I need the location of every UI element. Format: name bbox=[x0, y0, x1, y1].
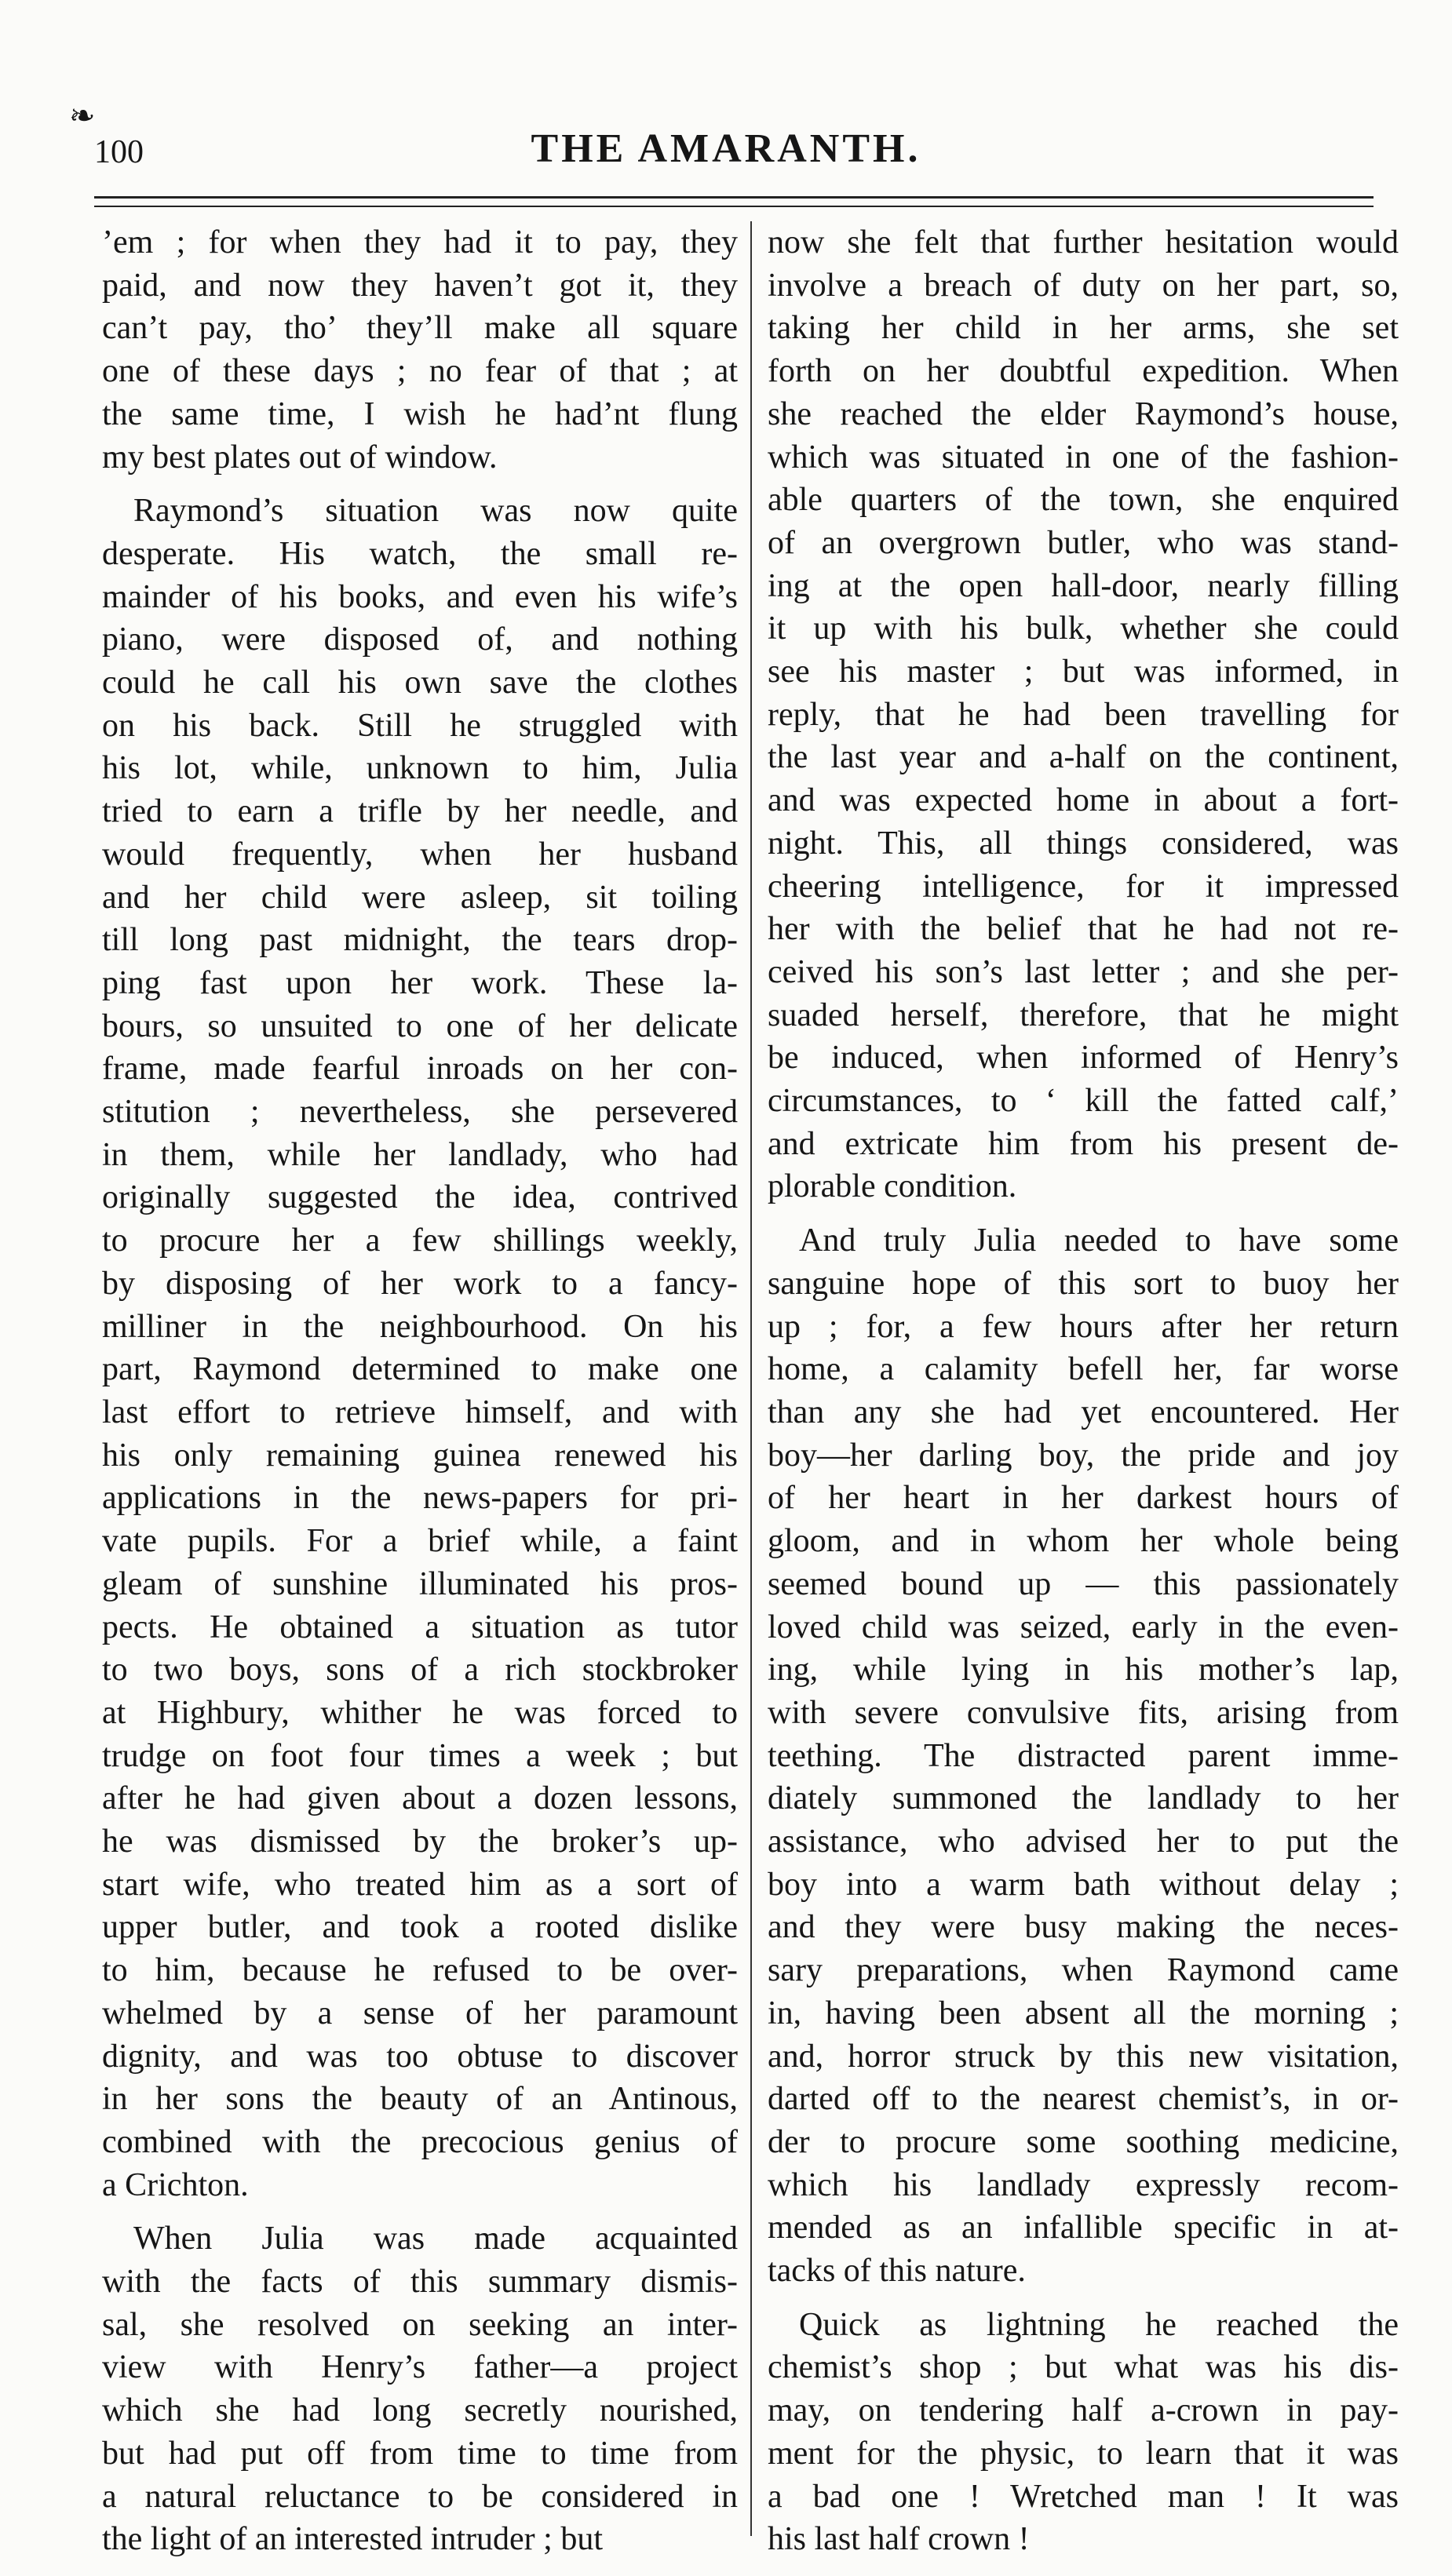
text-line: tacks of this nature. bbox=[768, 2253, 1026, 2290]
running-title: THE AMARANTH. bbox=[531, 126, 921, 171]
text-line: teething. The distracted parent imme- bbox=[768, 1737, 1399, 1774]
text-line: but had put off from time to time from bbox=[102, 2435, 738, 2472]
text-line: tried to earn a trifle by her needle, and bbox=[102, 793, 738, 830]
text-line: and was expected home in about a fort- bbox=[768, 782, 1399, 819]
text-line: she reached the elder Raymond’s house, bbox=[768, 395, 1399, 432]
text-line: sal, she resolved on seeking an inter- bbox=[102, 2306, 738, 2343]
text-line: suaded herself, therefore, that he might bbox=[768, 997, 1399, 1033]
text-line: view with Henry’s father—a project bbox=[102, 2349, 738, 2386]
text-line: in, having been absent all the morning ; bbox=[768, 1995, 1399, 2031]
text-line: the same time, I wish he had’nt flung bbox=[102, 395, 738, 432]
text-line: may, on tendering half a-crown in pay- bbox=[768, 2392, 1399, 2429]
text-line: upper butler, and took a rooted dislike bbox=[102, 1909, 738, 1946]
text-line: the last year and a-half on the continent, bbox=[768, 739, 1399, 776]
text-line: boy—her darling boy, the pride and joy bbox=[768, 1437, 1399, 1474]
text-line: till long past midnight, the tears drop- bbox=[102, 922, 738, 959]
paragraph bbox=[102, 490, 738, 2206]
text-line: gloom, and in whom her whole being bbox=[768, 1523, 1399, 1560]
paragraph bbox=[102, 221, 738, 479]
text-line: his lot, while, unknown to him, Julia bbox=[102, 750, 738, 787]
text-line: with the facts of this summary dismis- bbox=[102, 2264, 738, 2301]
text-line: home, a calamity befell her, far worse bbox=[768, 1351, 1399, 1388]
text-line: her with the belief that he had not re- bbox=[768, 911, 1399, 948]
left-column bbox=[102, 221, 738, 2572]
text-line: his last half crown ! bbox=[768, 2521, 1030, 2558]
text-line: chemist’s shop ; but what was his dis- bbox=[768, 2349, 1399, 2386]
text-line: trudge on foot four times a week ; but bbox=[102, 1737, 738, 1774]
text-line: der to procure some soothing medicine, bbox=[768, 2123, 1399, 2160]
text-line: taking her child in her arms, she set bbox=[768, 310, 1399, 347]
text-line: And truly Julia needed to have some bbox=[799, 1222, 1399, 1259]
paragraph bbox=[768, 2304, 1399, 2561]
text-line: applications in the news-papers for pri- bbox=[102, 1480, 738, 1517]
text-line: and, horror struck by this new visitation, bbox=[768, 2038, 1399, 2075]
text-line: which was situated in one of the fashion- bbox=[768, 439, 1399, 475]
text-line: gleam of sunshine illuminated his pros- bbox=[102, 1565, 738, 1602]
page-number: 100 bbox=[94, 134, 144, 170]
text-line: reply, that he had been travelling for bbox=[768, 696, 1399, 733]
text-line: darted off to the nearest chemist’s, in or- bbox=[768, 2081, 1399, 2118]
text-line: a natural reluctance to be considered in bbox=[102, 2478, 738, 2515]
text-line: see his master ; but was informed, in bbox=[768, 654, 1399, 690]
text-line: desperate. His watch, the small re- bbox=[102, 535, 738, 572]
text-line: stitution ; nevertheless, she persevered bbox=[102, 1094, 738, 1131]
text-line: night. This, all things considered, was bbox=[768, 825, 1399, 862]
text-line: able quarters of the town, she enquired bbox=[768, 482, 1399, 519]
text-line: which his landlady expressly recom- bbox=[768, 2166, 1399, 2203]
text-line: involve a breach of duty on her part, so, bbox=[768, 267, 1399, 304]
text-line: after he had given about a dozen lessons, bbox=[102, 1780, 738, 1817]
text-line: ing at the open hall-door, nearly filling bbox=[768, 567, 1399, 604]
text-line: and her child were asleep, sit toiling bbox=[102, 879, 738, 916]
text-line: dignity, and was too obtuse to discover bbox=[102, 2038, 738, 2075]
text-line: at Highbury, whither he was forced to bbox=[102, 1694, 738, 1731]
text-line: piano, were disposed of, and nothing bbox=[102, 621, 738, 658]
text-line: seemed bound up — this passionately bbox=[768, 1565, 1399, 1602]
text-line: of an overgrown butler, who was stand- bbox=[768, 524, 1399, 561]
text-line: ing, while lying in his mother’s lap, bbox=[768, 1652, 1399, 1689]
text-line: my best plates out of window. bbox=[102, 439, 498, 475]
text-line: the light of an interested intruder ; but bbox=[102, 2521, 603, 2558]
text-line: vate pupils. For a brief while, a faint bbox=[102, 1523, 738, 1560]
text-line: than any she had yet encountered. Her bbox=[768, 1394, 1399, 1430]
paragraph bbox=[102, 2217, 738, 2561]
page-ornament: ❧ bbox=[69, 98, 96, 133]
text-line: start wife, who treated him as a sort of bbox=[102, 1866, 738, 1903]
text-line: ceived his son’s last letter ; and she per- bbox=[768, 953, 1399, 990]
text-line: with severe convulsive fits, arising from bbox=[768, 1694, 1399, 1731]
column-divider bbox=[750, 221, 752, 2536]
paragraph bbox=[768, 1219, 1399, 2293]
text-line: a bad one ! Wretched man ! It was bbox=[768, 2478, 1399, 2515]
text-line: sary preparations, when Raymond came bbox=[768, 1952, 1399, 1989]
text-line: to procure her a few shillings weekly, bbox=[102, 1222, 738, 1259]
text-line: of her heart in her darkest hours of bbox=[768, 1480, 1399, 1517]
text-line: pects. He obtained a situation as tutor bbox=[102, 1609, 738, 1645]
text-line: be induced, when informed of Henry’s bbox=[768, 1040, 1399, 1077]
text-line: can’t pay, tho’ they’ll make all square bbox=[102, 310, 738, 347]
text-line: and they were busy making the neces- bbox=[768, 1909, 1399, 1946]
text-line: his only remaining guinea renewed his bbox=[102, 1437, 738, 1474]
text-line: up ; for, a few hours after her return bbox=[768, 1308, 1399, 1345]
text-line: he was dismissed by the broker’s up- bbox=[102, 1824, 738, 1860]
text-line: to two boys, sons of a rich stockbroker bbox=[102, 1652, 738, 1689]
text-line: Raymond’s situation was now quite bbox=[133, 493, 738, 530]
text-line: which she had long secretly nourished, bbox=[102, 2392, 738, 2429]
text-line: bours, so unsuited to one of her delicate bbox=[102, 1007, 738, 1044]
text-line: paid, and now they haven’t got it, they bbox=[102, 267, 738, 304]
text-line: it up with his bulk, whether she could bbox=[768, 610, 1399, 647]
text-line: could he call his own save the clothes bbox=[102, 665, 738, 701]
text-line: ment for the physic, to learn that it was bbox=[768, 2435, 1399, 2472]
text-line: last effort to retrieve himself, and with bbox=[102, 1394, 738, 1430]
text-line: sanguine hope of this sort to buoy her bbox=[768, 1265, 1399, 1302]
text-line: whelmed by a sense of her paramount bbox=[102, 1995, 738, 2031]
text-line: mended as an infallible specific in at- bbox=[768, 2210, 1399, 2246]
text-line: mainder of his books, and even his wife’s bbox=[102, 578, 738, 615]
text-line: on his back. Still he struggled with bbox=[102, 707, 738, 744]
text-line: forth on her doubtful expedition. When bbox=[768, 353, 1399, 390]
text-line: to him, because he refused to be over- bbox=[102, 1952, 738, 1989]
text-line: now she felt that further hesitation would bbox=[768, 224, 1399, 261]
text-line: loved child was seized, early in the even- bbox=[768, 1609, 1399, 1645]
text-line: plorable condition. bbox=[768, 1168, 1017, 1205]
text-line: a Crichton. bbox=[102, 2166, 249, 2203]
paragraph bbox=[768, 221, 1399, 1208]
text-line: cheering intelligence, for it impressed bbox=[768, 868, 1399, 905]
text-line: by disposing of her work to a fancy- bbox=[102, 1265, 738, 1302]
text-line: ’em ; for when they had it to pay, they bbox=[102, 224, 738, 261]
text-line: would frequently, when her husband bbox=[102, 836, 738, 873]
text-line: When Julia was made acquainted bbox=[133, 2221, 738, 2257]
text-line: diately summoned the landlady to her bbox=[768, 1780, 1399, 1817]
text-line: frame, made fearful inroads on her con- bbox=[102, 1051, 738, 1088]
header-rule bbox=[94, 196, 1374, 199]
text-line: in them, while her landlady, who had bbox=[102, 1136, 738, 1173]
text-line: one of these days ; no fear of that ; at bbox=[102, 353, 738, 390]
header-rule-thin bbox=[94, 206, 1374, 207]
text-line: assistance, who advised her to put the bbox=[768, 1824, 1399, 1860]
text-line: ping fast upon her work. These la- bbox=[102, 964, 738, 1001]
text-line: milliner in the neighbourhood. On his bbox=[102, 1308, 738, 1345]
text-line: part, Raymond determined to make one bbox=[102, 1351, 738, 1388]
text-line: circumstances, to ‘ kill the fatted calf,’ bbox=[768, 1083, 1399, 1120]
text-line: combined with the precocious genius of bbox=[102, 2123, 738, 2160]
text-line: and extricate him from his present de- bbox=[768, 1125, 1399, 1162]
text-line: originally suggested the idea, contrived bbox=[102, 1179, 738, 1216]
text-line: boy into a warm bath without delay ; bbox=[768, 1866, 1399, 1903]
text-line: in her sons the beauty of an Antinous, bbox=[102, 2081, 738, 2118]
right-column bbox=[768, 221, 1399, 2572]
text-line: Quick as lightning he reached the bbox=[799, 2306, 1399, 2343]
